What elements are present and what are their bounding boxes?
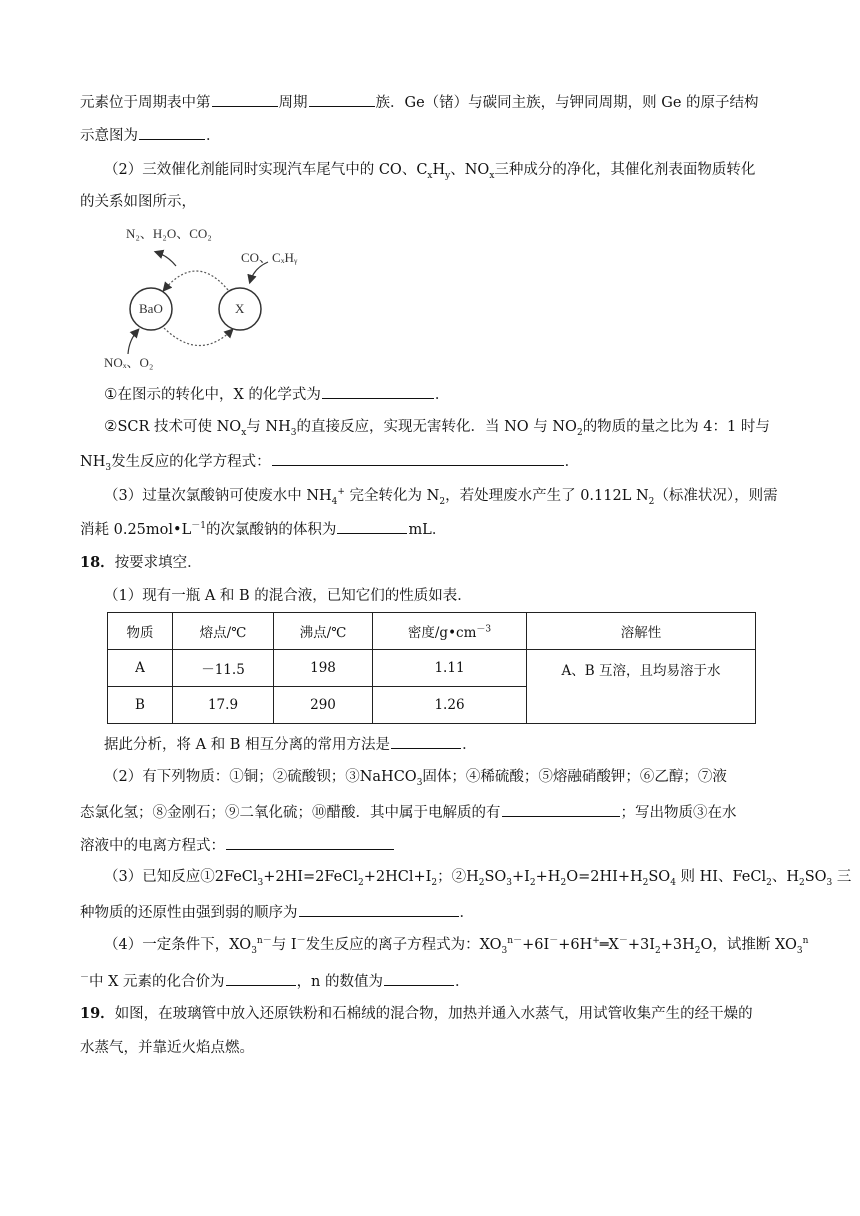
q17-1-line1: 元素位于周期表中第 周期 族．Ge（锗）与碳同主族，与钾同周期，则 Ge 的原子结构 <box>80 91 810 113</box>
table-cell: －11.5 <box>173 650 274 687</box>
table-header-cell: 沸点/℃ <box>274 613 373 650</box>
q18-2-line1: （2）有下列物质：①铜；②硫酸钡；③NaHCO$_3$固体；④稀硫酸；⑤熔融硝酸钾；⑥乙醇；⑦液 <box>104 769 727 788</box>
q18-3-line2: 种物质的还原性由强到弱的顺序为 ． <box>80 901 810 923</box>
table-cell: 1.26 <box>373 687 527 724</box>
reactant-arrow-nox <box>128 330 138 354</box>
q18-3-line1: （3）已知反应$①2FeCl_3+2HI=2FeCl_2+2HCl+I_2$；$②H_2SO_3+I_2+H_2O=2HI+H_2SO_4$ 则 HI、FeCl$_2$、$H_2SO_3$ 三 <box>104 869 852 888</box>
table-header-row <box>108 613 756 650</box>
table-cell: 290 <box>274 687 373 724</box>
q18-1-question: 据此分析，将 A 和 B 相互分离的常用方法是 ． <box>104 733 834 755</box>
table-header-cell: 物质 <box>108 613 173 650</box>
q17-2-line2: 的关系如图所示， <box>80 194 196 210</box>
q18-4-line1: （4）一定条件下，$XO_3^{n-}$与 I－发生反应的离子方程式为：$XO_3^{n-}+6I^-+6H^+═X^-+3I_2+3H_2O$，试推断 $XO_3^n$ <box>104 936 809 956</box>
q19-line2: 水蒸气，并靠近火焰点燃。 <box>80 1040 254 1056</box>
answer-blank-ionization[interactable] <box>226 834 394 850</box>
table-header-cell: 溶解性 <box>527 613 756 650</box>
q17-3-line1: （3）过量次氯酸钠可使废水中 $NH_4^+$ 完全转化为 $N_2$，若处理废水产生了 0.112L $N_2$（标准状况），则需 <box>104 487 778 507</box>
table-cell: A <box>108 650 173 687</box>
diagram-products-label: N₂、H₂O、CO₂ <box>126 226 212 241</box>
answer-blank-equation[interactable] <box>272 450 564 466</box>
diagram-nox-label: NOₓ、O₂ <box>104 355 154 370</box>
table-header-cell: 熔点/℃ <box>173 613 274 650</box>
answer-blank-separation[interactable] <box>391 733 461 749</box>
answer-blank-n-value[interactable] <box>384 970 454 986</box>
table-cell-solubility: A、B 互溶，且均易溶于水 <box>527 650 756 724</box>
q17-2-sub2-line2: $NH_3$发生反应的化学方程式： ． <box>80 450 810 472</box>
q18-1-intro: （1）现有一瓶 A 和 B 的混合液，已知它们的性质如表． <box>104 588 472 604</box>
table-row <box>108 650 756 687</box>
q18-2-line3: 溶液中的电离方程式： <box>80 834 810 856</box>
table-header-cell: 密度$/g•cm^{-3}$ <box>373 613 527 650</box>
cycle-arrows <box>104 222 304 372</box>
q19-line1: 19．如图，在玻璃管中放入还原铁粉和石棉绒的混合物，加热并通入水蒸气，用试管收集产生的经干燥的 <box>80 1005 753 1022</box>
diagram-reductants-label: CO、CₓHᵧ <box>241 250 298 265</box>
answer-blank-group[interactable] <box>309 91 375 107</box>
answer-blank-x-formula[interactable] <box>322 383 434 399</box>
table-cell: 1.11 <box>373 650 527 687</box>
answer-blank-valence[interactable] <box>226 970 296 986</box>
q18-2-line2: 态氯化氢；⑧金刚石；⑨二氧化硫；⑩醋酸．其中属于电解质的有 ；写出物质③在水 <box>80 801 810 823</box>
q17-3-line2: 消耗 $0.25mol•L^{-1}$的次氯酸钠的体积为 mL． <box>80 518 810 540</box>
answer-blank-volume[interactable] <box>337 518 407 534</box>
table-cell: 17.9 <box>173 687 274 724</box>
catalyst-cycle-diagram <box>104 222 304 372</box>
q18-heading: 18．按要求填空． <box>80 554 202 571</box>
answer-blank-reducing-order[interactable] <box>299 901 459 917</box>
table-cell: 198 <box>274 650 373 687</box>
answer-blank-electrolytes[interactable] <box>502 801 620 817</box>
top-dashed-arrow <box>164 271 228 290</box>
diagram-x-label: X <box>235 301 245 316</box>
q17-2-sub2-line1: ②SCR 技术可使 $NO_x$与 $NH_3$的直接反应，实现无害转化．当 NO 与 $NO_2$的物质的量之比为 4：1 时与 <box>104 417 770 438</box>
answer-blank-ge-structure[interactable] <box>139 124 205 140</box>
q17-1-line2: 示意图为 ． <box>80 124 810 146</box>
q17-2-sub1: ①在图示的转化中，X 的化学式为 ． <box>104 385 450 403</box>
q17-2-line1: （2）三效催化剂能同时实现汽车尾气中的 CO、$C_xH_y$、$NO_x$三种成分的净化，其催化剂表面物质转化 <box>104 162 756 181</box>
q18-4-line2: －中 X 元素的化合价为 ，n 的数值为 ． <box>80 970 810 992</box>
product-arrow <box>156 252 176 266</box>
properties-table <box>107 612 756 724</box>
answer-blank-period[interactable] <box>212 91 278 107</box>
table-cell: B <box>108 687 173 724</box>
diagram-bao-label: BaO <box>139 301 163 316</box>
bottom-dashed-arrow <box>164 328 232 346</box>
